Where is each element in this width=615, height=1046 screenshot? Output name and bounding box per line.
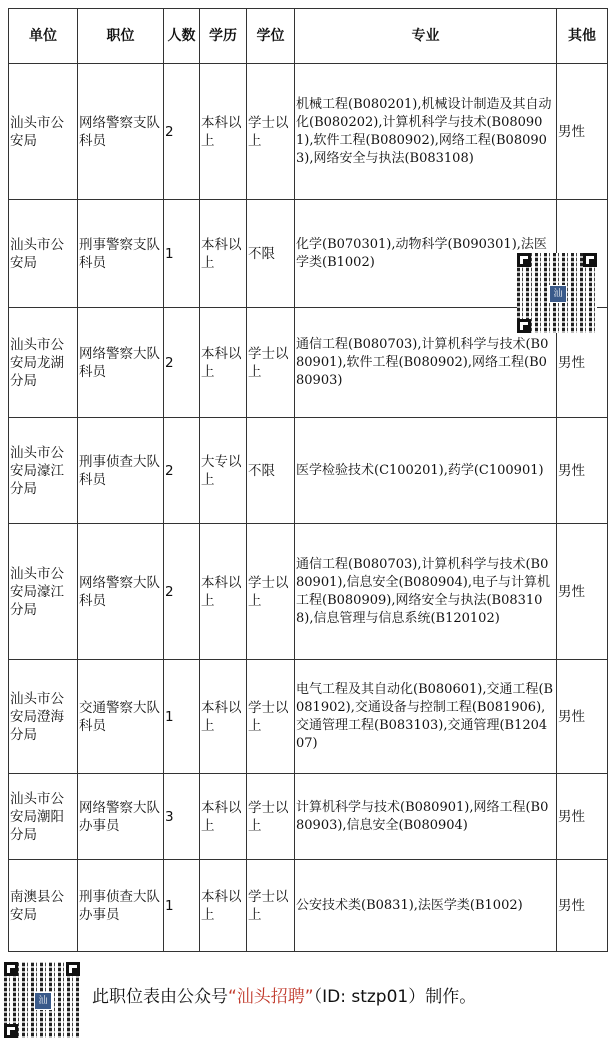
cell-education: 本科以上 — [200, 308, 247, 418]
cell-other: 男性 — [557, 860, 608, 952]
header-other: 其他 — [557, 9, 608, 64]
cell-count: 3 — [164, 774, 200, 860]
cell-major: 通信工程(B080703),计算机科学与技术(B080901),信息安全(B080904),电子与计算机工程(B080909),网络安全与执法(B083108),信息管理与信息系统(B120102) — [295, 524, 557, 660]
cell-major: 机械工程(B080201),机械设计制造及其自动化(B080202),计算机科学与技术(B080901),软件工程(B080902),网络工程(B080903),网络安全与执法(B083108) — [295, 64, 557, 200]
cell-other: 男性 — [557, 660, 608, 774]
positions-table — [8, 8, 608, 952]
qr-code-icon — [517, 253, 597, 333]
cell-education: 本科以上 — [200, 860, 247, 952]
table-row — [9, 524, 608, 660]
cell-position: 刑事侦查大队办事员 — [78, 860, 164, 952]
cell-degree: 不限 — [247, 200, 295, 308]
cell-education: 本科以上 — [200, 200, 247, 308]
cell-unit: 汕头市公安局澄海分局 — [9, 660, 78, 774]
cell-degree: 不限 — [247, 418, 295, 524]
cell-major: 化学(B070301),动物科学(B090301),法医学类(B1002) — [295, 200, 557, 308]
cell-major: 通信工程(B080703),计算机科学与技术(B080901),软件工程(B080902),网络工程(B080903) — [295, 308, 557, 418]
header-education: 学历 — [200, 9, 247, 64]
cell-count: 1 — [164, 200, 200, 308]
cell-unit: 汕头市公安局濠江分局 — [9, 418, 78, 524]
cell-unit: 汕头市公安局龙湖分局 — [9, 308, 78, 418]
footer-note — [92, 986, 476, 1008]
table-row — [9, 418, 608, 524]
cell-unit: 汕头市公安局潮阳分局 — [9, 774, 78, 860]
cell-unit: 汕头市公安局 — [9, 200, 78, 308]
cell-position: 网络警察大队办事员 — [78, 774, 164, 860]
footer-account-name: “汕头招聘” — [228, 987, 314, 1007]
footer-suffix: （ID: stzp01）制作。 — [313, 987, 477, 1007]
cell-education: 本科以上 — [200, 660, 247, 774]
cell-count: 2 — [164, 308, 200, 418]
footer-prefix: 此职位表由公众号 — [92, 987, 228, 1007]
cell-position: 刑事警察支队科员 — [78, 200, 164, 308]
cell-unit: 汕头市公安局濠江分局 — [9, 524, 78, 660]
header-position: 职位 — [78, 9, 164, 64]
cell-count: 2 — [164, 64, 200, 200]
cell-position: 网络警察大队科员 — [78, 524, 164, 660]
cell-position: 网络警察大队科员 — [78, 308, 164, 418]
cell-other: 男性 — [557, 524, 608, 660]
cell-degree: 学士以上 — [247, 524, 295, 660]
table-row — [9, 774, 608, 860]
cell-count: 1 — [164, 860, 200, 952]
footer — [0, 958, 615, 1038]
cell-degree: 学士以上 — [247, 774, 295, 860]
header-major: 专业 — [295, 9, 557, 64]
cell-major: 电气工程及其自动化(B080601),交通工程(B081902),交通设备与控制工程(B081906),交通管理工程(B083103),交通管理(B120407) — [295, 660, 557, 774]
cell-education: 本科以上 — [200, 774, 247, 860]
header-unit: 单位 — [9, 9, 78, 64]
cell-education: 本科以上 — [200, 64, 247, 200]
table-row — [9, 660, 608, 774]
cell-degree: 学士以上 — [247, 64, 295, 200]
table-header-row — [9, 9, 608, 64]
cell-degree: 学士以上 — [247, 308, 295, 418]
cell-major: 公安技术类(B0831),法医学类(B1002) — [295, 860, 557, 952]
cell-education: 大专以上 — [200, 418, 247, 524]
cell-count: 2 — [164, 418, 200, 524]
qr-logo-icon: 汕 — [34, 992, 52, 1010]
cell-major: 医学检验技术(C100201),药学(C100901) — [295, 418, 557, 524]
cell-education: 本科以上 — [200, 524, 247, 660]
header-degree: 学位 — [247, 9, 295, 64]
cell-other: 男性 — [557, 418, 608, 524]
cell-degree: 学士以上 — [247, 860, 295, 952]
cell-position: 网络警察支队科员 — [78, 64, 164, 200]
cell-position: 交通警察大队科员 — [78, 660, 164, 774]
cell-count: 1 — [164, 660, 200, 774]
cell-other: 男性 — [557, 308, 608, 418]
table-row — [9, 64, 608, 200]
cell-other: 男性 — [557, 64, 608, 200]
table-row — [9, 860, 608, 952]
cell-degree: 学士以上 — [247, 660, 295, 774]
cell-other: 男性 — [557, 774, 608, 860]
cell-position: 刑事侦查大队科员 — [78, 418, 164, 524]
header-count: 人数 — [164, 9, 200, 64]
cell-count: 2 — [164, 524, 200, 660]
cell-unit: 汕头市公安局 — [9, 64, 78, 200]
cell-major: 计算机科学与技术(B080901),网络工程(B080903),信息安全(B080904) — [295, 774, 557, 860]
qr-logo-icon: 汕 — [549, 285, 567, 303]
cell-unit: 南澳县公安局 — [9, 860, 78, 952]
qr-code-icon — [4, 962, 80, 1038]
